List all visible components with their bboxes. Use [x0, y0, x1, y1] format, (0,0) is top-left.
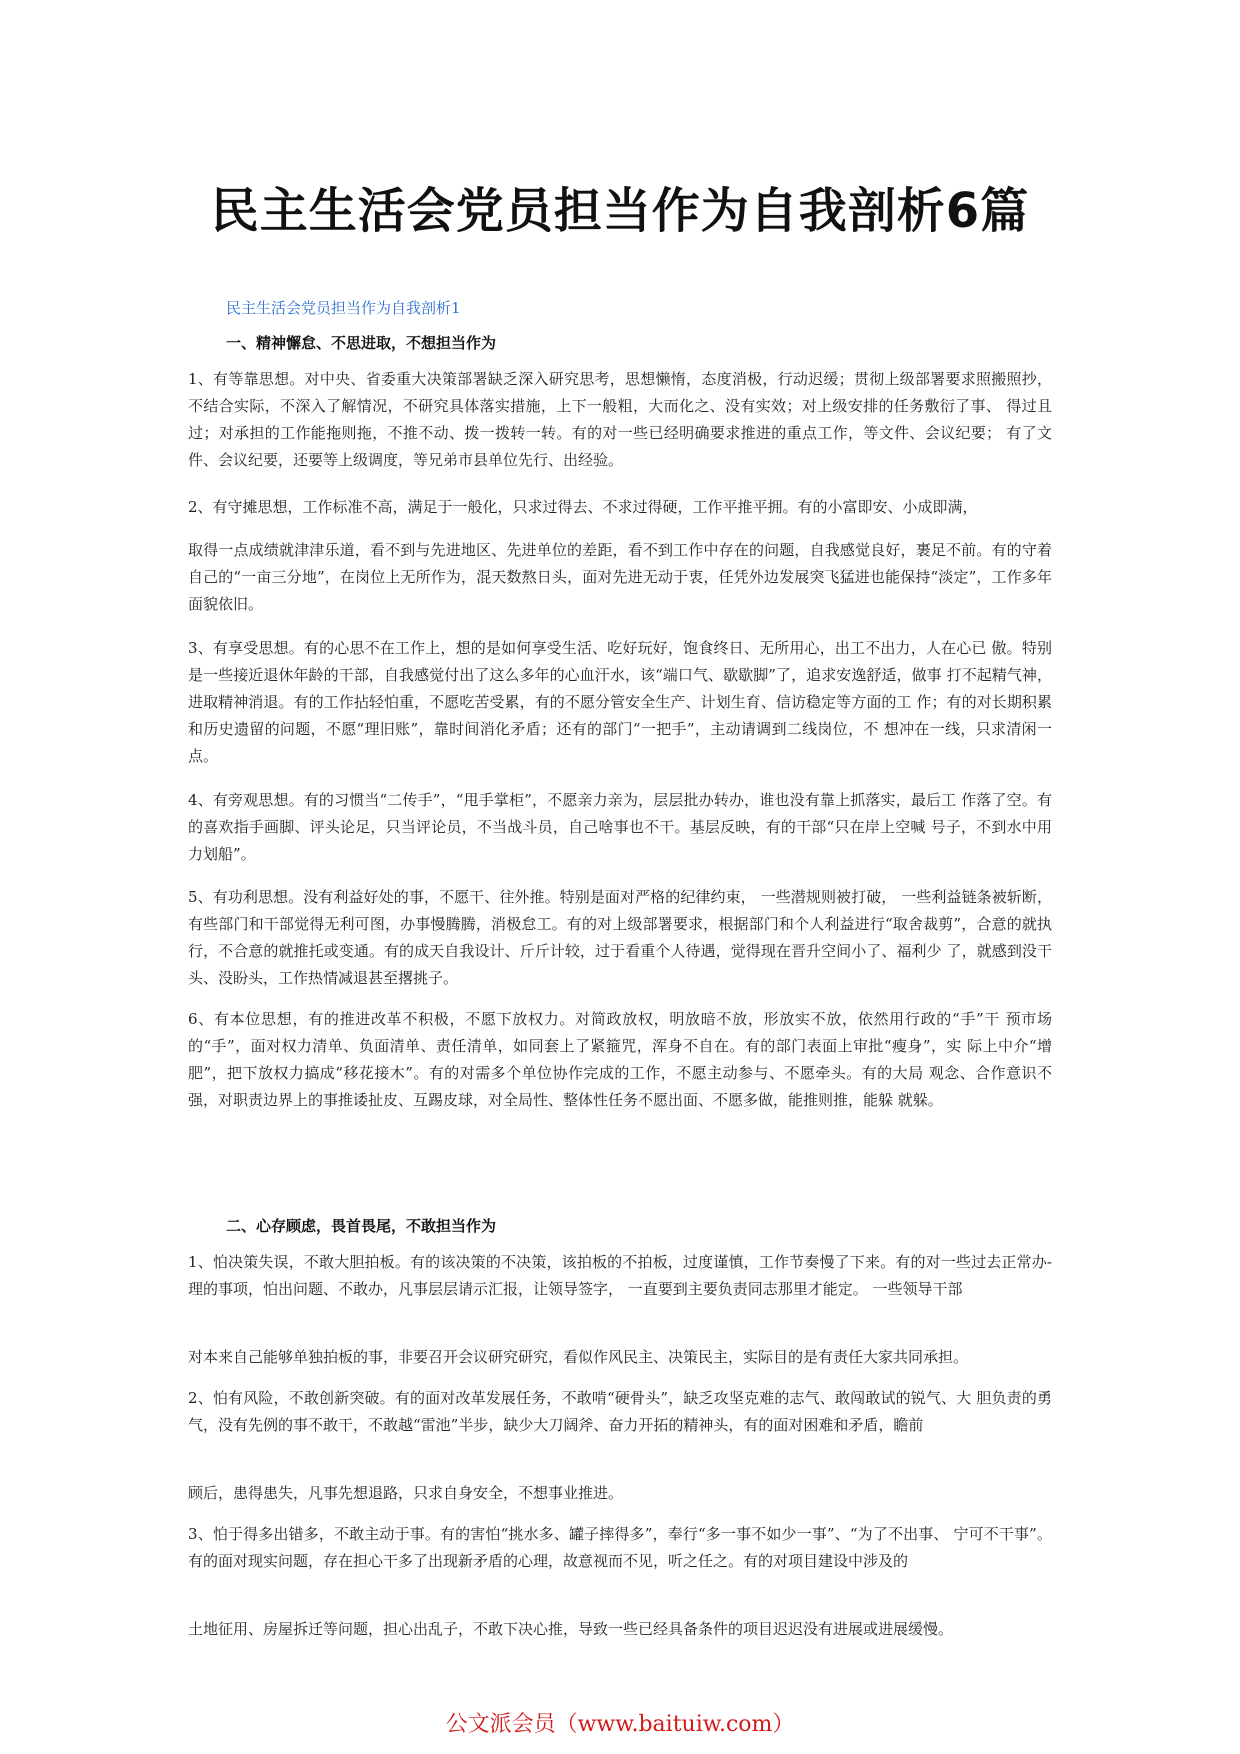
paragraph: 3、怕于得多出错多，不敢主动于事。有的害怕“挑水多、罐子摔得多”，奉行“多一事不如少一事”、“为了不出事、 宁可不干事”。有的面对现实问题，存在担心干多了出现新矛盾的心理，故意视而不见，听之任之。有的对项目建设中涉及的	[188, 1525, 1052, 1570]
article-subtitle: 民主生活会党员担当作为自我剖析1	[226, 299, 461, 317]
paragraph: 3、有享受思想。有的心思不在工作上，想的是如何享受生活、吃好玩好，饱食终日、无所用心，出工不出力，人在心已 傲。特别是一些接近退休年龄的干部，自我感觉付出了这么多年的心血汗水，该“端口气、歇歇脚”了，追求安逸舒适，做事 打不起精气神，进取精神消退。有的工作拈轻怕重，不愿吃苦受累，有的不愿分管安全生产、计划生育、信访稳定等方面的工 作；有的对长期积累和历史遗留的问题，不愿“理旧账”，靠时间消化矛盾；还有的部门“一把手”，主动请调到二线岗位，不 想冲在一线，只求清闲一点。	[188, 639, 1052, 765]
paragraph: 6、有本位思想，有的推进改革不积极，不愿下放权力。对简政放权，明放暗不放，形放实不放，依然用行政的“手”干 预市场的“手”，面对权力清单、负面清单、责任清单，如同套上了紧箍咒，浑身不自在。有的部门表面上审批“瘦身”，实 际上中介“增肥”，把下放权力搞成“移花接木”。有的对需多个单位协作完成的工作，不愿主动参与、不愿牵头。有的大局 观念、合作意识不强，对职责边界上的事推诿扯皮、互踢皮球，对全局性、整体性任务不愿出面、不愿多做，能推则推，能躲 就躲。	[188, 1010, 1052, 1109]
section-heading-2: 二、心存顾虑，畏首畏尾，不敢担当作为	[226, 1217, 497, 1235]
footer-watermark-link[interactable]: 公文派会员（www.baituiw.com）	[445, 1712, 795, 1737]
paragraph: 5、有功利思想。没有利益好处的事，不愿干、往外推。特别是面对严格的纪律约束， 一些潜规则被打破， 一些利益链条被斩断，有些部门和干部觉得无利可图，办事慢腾腾，消极怠工。有的对上级部署要求，根据部门和个人利益进行“取舍裁剪”，合意的就执行，不合意的就推托或变通。有的成天自我设计、斤斤计较，过于看重个人待遇，觉得现在晋升空间小了、福利少 了，就感到没干头、没盼头，工作热情减退甚至撂挑子。	[188, 888, 1052, 987]
paragraph: 1、怕决策失误，不敢大胆拍板。有的该决策的不决策，该拍板的不拍板，过度谨慎，工作节奏慢了下来。有的对一些过去正常办-理的事项，怕出问题、不敢办，凡事层层请示汇报，让领导签字， 一直要到主要负责同志那里才能定。 一些领导干部	[188, 1253, 1052, 1298]
paragraph: 顾后，患得患失，凡事先想退路，只求自身安全，不想事业推进。	[188, 1484, 624, 1502]
paragraph: 对本来自己能够单独拍板的事，非要召开会议研究研究，看似作风民主、决策民主，实际目的是有责任大家共同承担。	[188, 1348, 969, 1366]
section-heading-1: 一、精神懈怠、不思进取，不想担当作为	[226, 334, 497, 352]
paragraph: 土地征用、房屋拆迁等问题，担心出乱子，不敢下决心推，导致一些已经具备条件的项目迟迟没有进展或进展缓慢。	[188, 1620, 954, 1638]
paragraph: 4、有旁观思想。有的习惯当“二传手”，“甩手掌柜”，不愿亲力亲为，层层批办转办，谁也没有靠上抓落实，最后工 作落了空。有的喜欢指手画脚、评头论足，只当评论员，不当战斗员，自己啥事也不干。基层反映，有的干部“只在岸上空喊 号子，不到水中用力划船”。	[188, 791, 1052, 863]
paragraph: 1、有等靠思想。对中央、省委重大决策部署缺乏深入研究思考，思想懒惰，态度消极，行动迟缓；贯彻上级部署要求照搬照抄，不结合实际，不深入了解情况，不研究具体落实措施，上下一般粗，大而化之、没有实效；对上级安排的任务敷衍了事、 得过且过；对承担的工作能拖则拖，不推不动、拨一拨转一转。有的对一些已经明确要求推进的重点工作，等文件、会议纪要； 有了文件、会议纪要，还要等上级调度，等兄弟市县单位先行、出经验。	[188, 370, 1052, 469]
document-title: 民主生活会党员担当作为自我剖析6篇	[210, 183, 1030, 239]
paragraph: 取得一点成绩就津津乐道，看不到与先进地区、先进单位的差距，看不到工作中存在的问题，自我感觉良好，裹足不前。有的守着自己的“一亩三分地”，在岗位上无所作为，混天数熬日头，面对先进无动于衷，任凭外边发展突飞猛进也能保持“淡定”，工作多年面貌依旧。	[188, 541, 1052, 613]
paragraph: 2、有守摊思想，工作标准不高，满足于一般化，只求过得去、不求过得硬，工作平推平拥。有的小富即安、小成即满，	[188, 498, 978, 516]
paragraph: 2、怕有风险，不敢创新突破。有的面对改革发展任务，不敢啃“硬骨头”，缺乏攻坚克难的志气、敢闯敢试的锐气、大 胆负责的勇气，没有先例的事不敢干，不敢越“雷池”半步，缺少大刀阔斧、奋力开拓的精神头，有的面对困难和矛盾，瞻前	[188, 1389, 1052, 1434]
